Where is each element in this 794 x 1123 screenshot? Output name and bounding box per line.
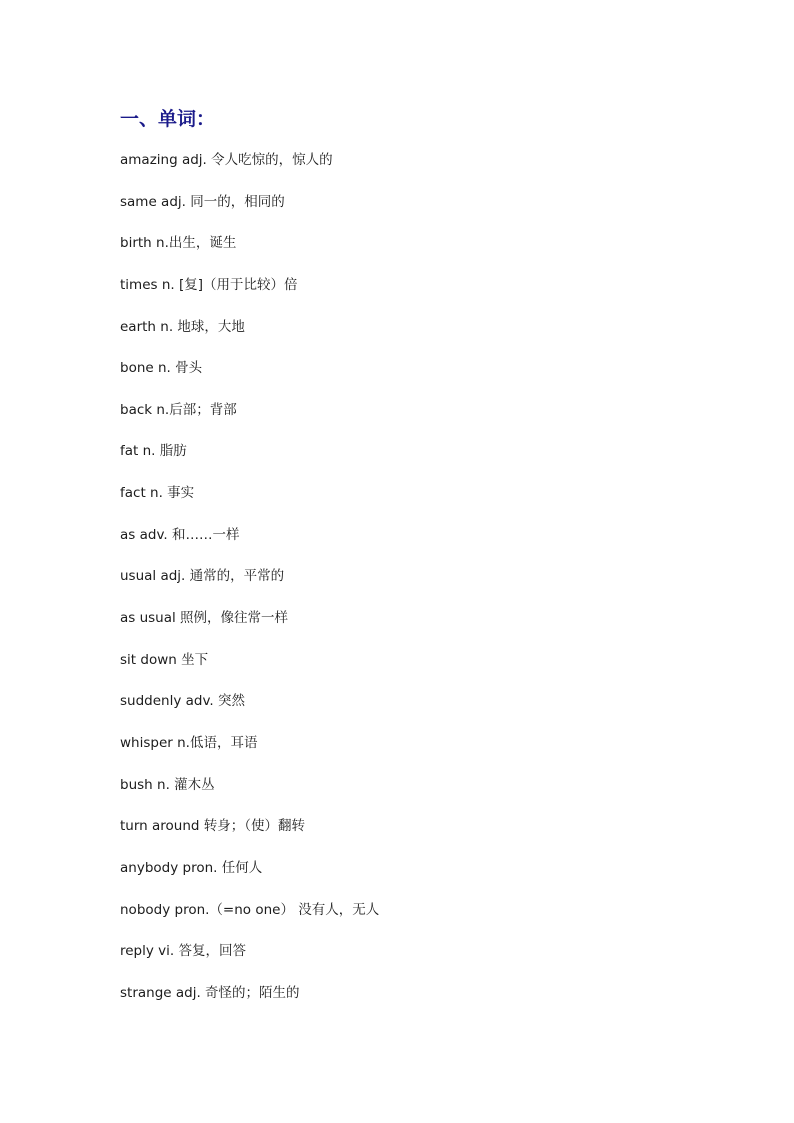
vocabulary-item: times n. [复]（用于比较）倍 [120, 276, 298, 293]
vocabulary-item: suddenly adv. 突然 [120, 693, 245, 710]
vocabulary-item: as adv. 和……一样 [120, 526, 240, 543]
vocabulary-item: earth n. 地球，大地 [120, 318, 245, 335]
vocabulary-item: amazing adj. 令人吃惊的，惊人的 [120, 152, 333, 168]
vocabulary-item: nobody pron.（=no one） 没有人，无人 [120, 901, 380, 918]
vocabulary-item: strange adj. 奇怪的；陌生的 [120, 984, 300, 1001]
vocabulary-item: bone n. 骨头 [120, 360, 203, 377]
vocabulary-item: whisper n.低语，耳语 [120, 734, 258, 751]
vocabulary-item: back n.后部；背部 [120, 401, 237, 418]
vocabulary-item: same adj. 同一的，相同的 [120, 193, 285, 210]
vocabulary-item: as usual 照例，像往常一样 [120, 610, 289, 627]
vocabulary-item: anybody pron. 任何人 [120, 859, 263, 876]
vocabulary-item: usual adj. 通常的，平常的 [120, 568, 285, 585]
vocabulary-item: sit down 坐下 [120, 651, 209, 668]
vocabulary-item: turn around 转身；（使）翻转 [120, 818, 306, 835]
vocabulary-item: fact n. 事实 [120, 485, 195, 502]
vocabulary-item: fat n. 脂肪 [120, 443, 187, 460]
vocabulary-item: birth n.出生，诞生 [120, 235, 237, 252]
vocabulary-item: reply vi. 答复，回答 [120, 943, 246, 960]
section-heading: 一、单词： [120, 108, 216, 130]
vocabulary-list [120, 150, 379, 1024]
vocabulary-item: bush n. 灌木丛 [120, 776, 215, 793]
